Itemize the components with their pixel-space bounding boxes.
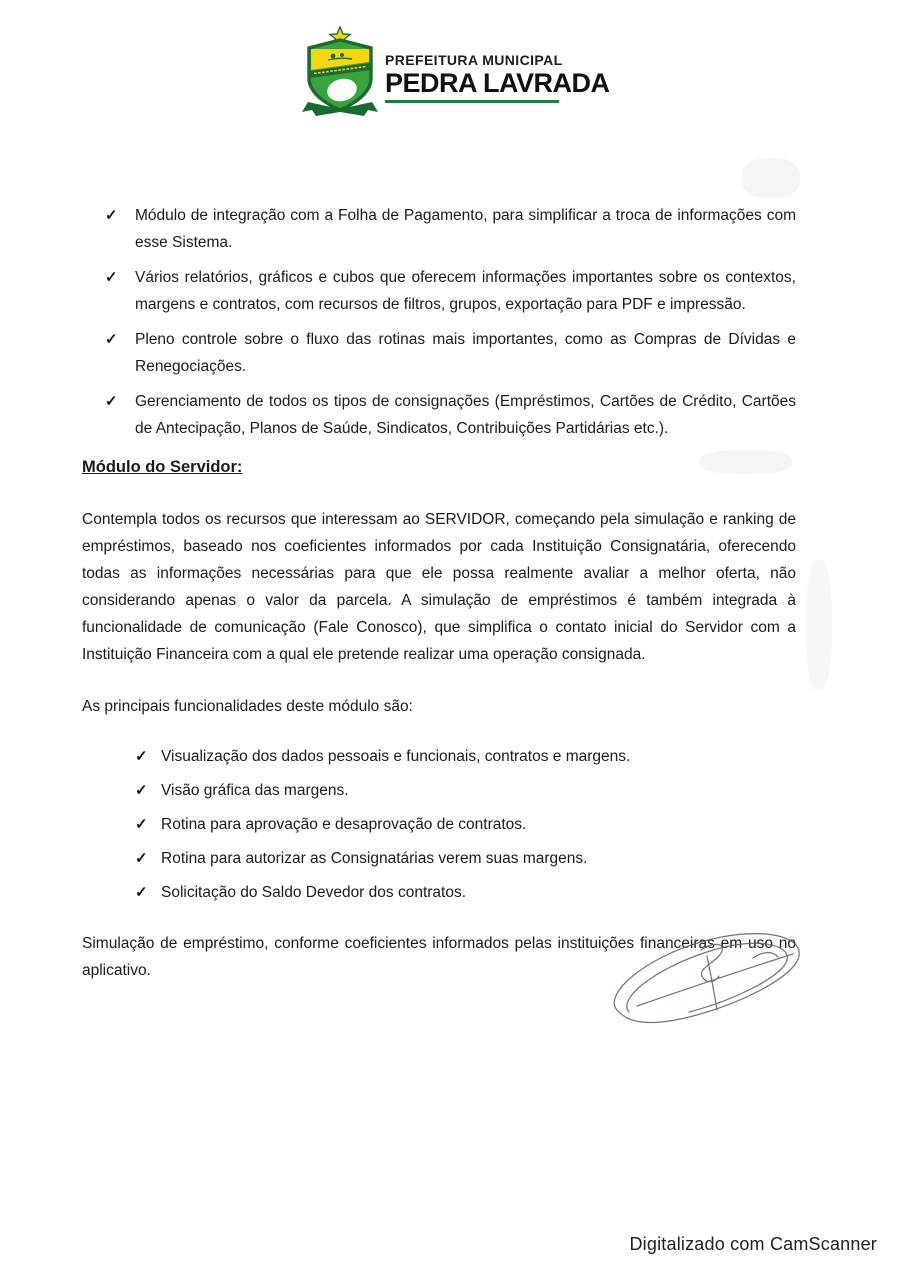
list-item: [105, 388, 796, 442]
check-icon: ✓: [135, 748, 148, 765]
scan-artifact: [806, 560, 832, 690]
check-icon: ✓: [135, 850, 148, 867]
list-item-text: Módulo de integração com a Folha de Pagamento, para simplificar a troca de informações com esse Sistema.: [135, 207, 796, 251]
check-icon: ✓: [105, 269, 118, 286]
section-paragraph: Contempla todos os recursos que interessam ao SERVIDOR, começando pela simulação e ranking de empréstimos, baseado nos coeficientes informados por cada Instituição Consignatária, oferecendo todas as informações necessárias para que ele possa realmente avaliar a melhor oferta, não considerando apenas o valor da parcela. A simulação de empréstimos é também integrada à funcionalidade de comunicação (Fale Conosco), que simplifica o contato inicial do Servidor com a Instituição Financeira com a qual ele pretende realizar uma operação consignada.: [82, 511, 796, 663]
org-name-line1: PREFEITURA MUNICIPAL: [385, 52, 563, 68]
list-item: [135, 777, 796, 804]
list-item: [135, 743, 796, 770]
list-item-text: Rotina para aprovação e desaprovação de contratos.: [161, 816, 527, 833]
list-item-text: Vários relatórios, gráficos e cubos que oferecem informações importantes sobre os contextos, margens e contratos, com recursos de filtros, grupos, exportação para PDF e impressão.: [135, 269, 796, 313]
list-item: [135, 811, 796, 838]
check-icon: ✓: [135, 884, 148, 901]
list-item-text: Pleno controle sobre o fluxo das rotinas mais importantes, como as Compras de Dívidas e Renegociações.: [135, 331, 796, 375]
list-item: [135, 879, 796, 906]
check-icon: ✓: [105, 331, 118, 348]
header-text-block: [385, 53, 610, 103]
list-item: [135, 845, 796, 872]
document-header: [300, 26, 610, 118]
list-item: [105, 202, 796, 256]
list-item-text: Visão gráfica das margens.: [161, 782, 349, 799]
check-icon: ✓: [105, 393, 118, 410]
list-item-text: Visualização dos dados pessoais e funcionais, contratos e margens.: [161, 748, 631, 765]
list-item-text: Solicitação do Saldo Devedor dos contratos.: [161, 884, 467, 901]
org-underline-rule: [385, 100, 559, 103]
check-icon: ✓: [135, 816, 148, 833]
scan-artifact: [700, 450, 792, 474]
list-item-text: Gerenciamento de todos os tipos de consignações (Empréstimos, Cartões de Crédito, Cartões de Antecipação, Planos de Saúde, Sindicatos, Contribuições Partidárias etc.).: [135, 393, 796, 437]
check-icon: ✓: [135, 782, 148, 799]
closing-paragraph: Simulação de empréstimo, conforme coeficientes informados pelas instituições financeiras em uso no aplicativo.: [82, 935, 796, 979]
document-body: [82, 202, 796, 984]
list-item: [105, 326, 796, 380]
org-name-line2: PEDRA LAVRADA: [385, 68, 610, 99]
signature-scribble: [603, 918, 813, 1030]
features-list: [82, 202, 796, 442]
scan-artifact: [742, 158, 800, 198]
check-icon: ✓: [105, 207, 118, 224]
module-intro-line: As principais funcionalidades deste módulo são:: [82, 698, 413, 715]
list-item: [105, 264, 796, 318]
municipal-crest-icon: [300, 26, 380, 118]
section-heading: Módulo do Servidor:: [82, 458, 243, 476]
camscanner-watermark: Digitalizado com CamScanner: [629, 1234, 877, 1254]
list-item-text: Rotina para autorizar as Consignatárias verem suas margens.: [161, 850, 588, 867]
module-features-list: [82, 743, 796, 906]
